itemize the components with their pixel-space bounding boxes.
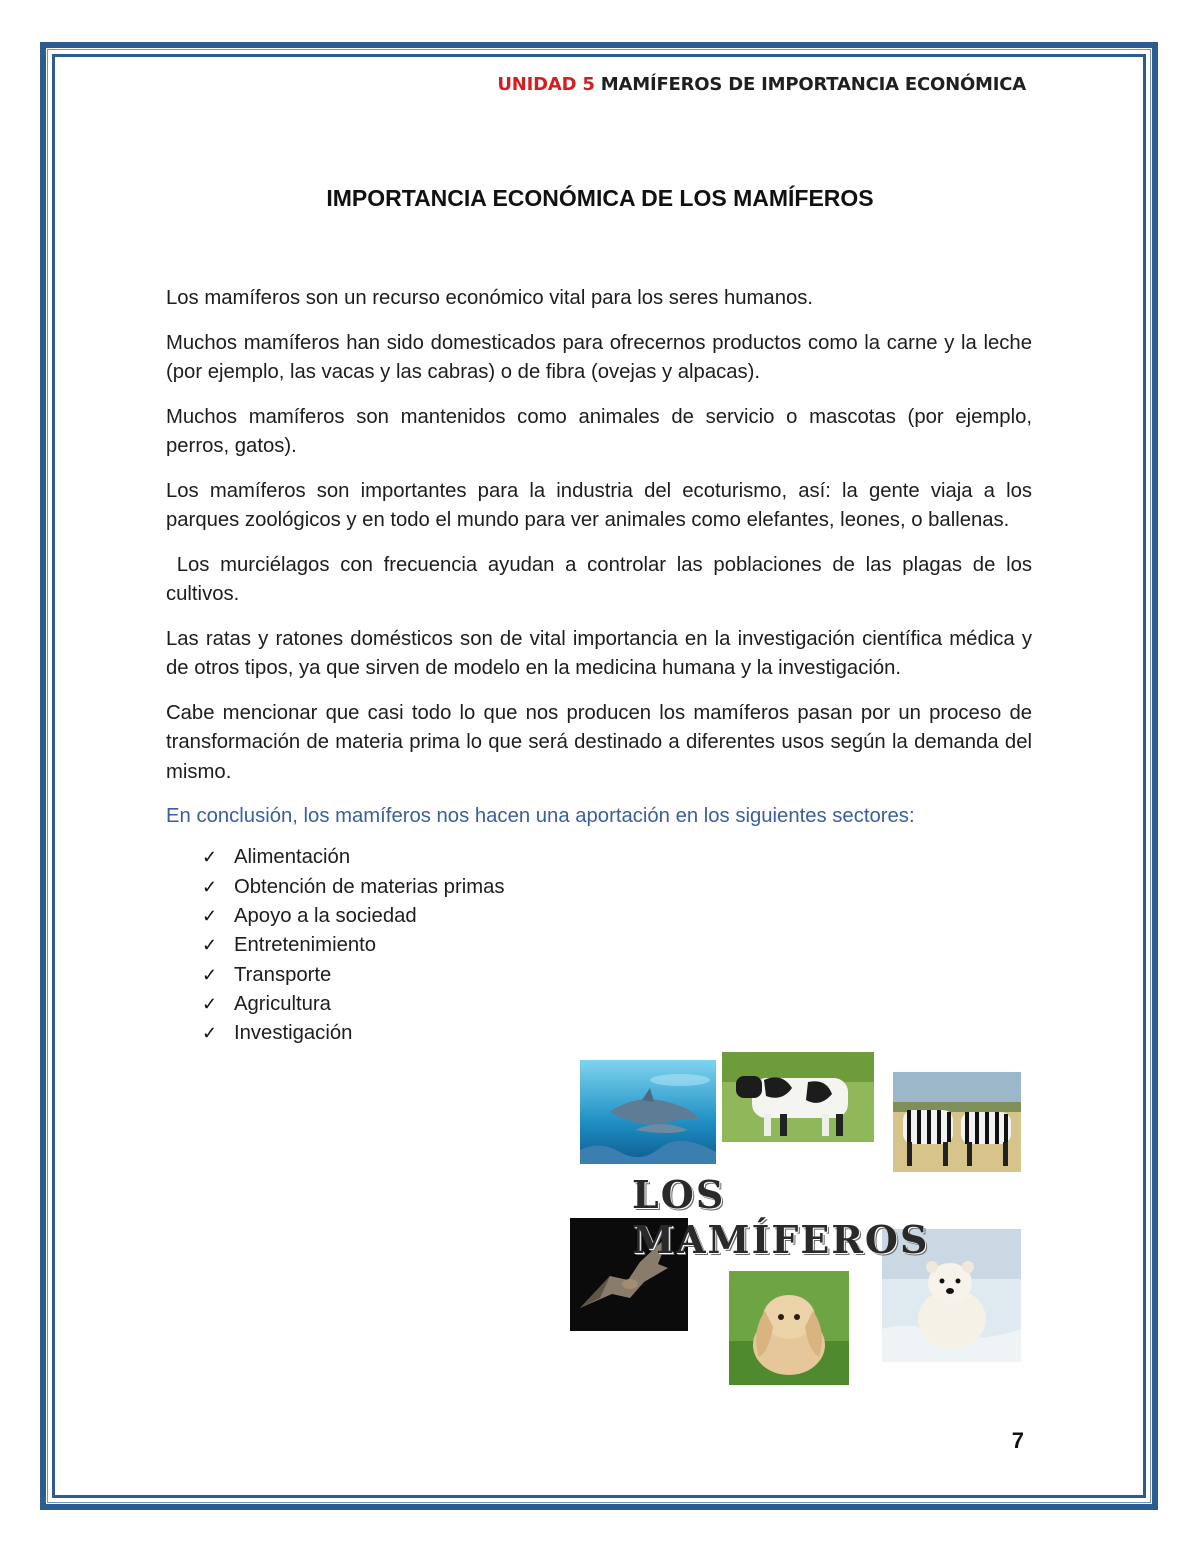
list-item [202, 902, 1032, 931]
checkmark-icon: ✓ [202, 847, 218, 868]
running-header [497, 74, 1026, 95]
sector-label: Transporte [234, 963, 332, 986]
sector-label: Entretenimiento [234, 934, 377, 957]
sectors-checklist [202, 844, 1032, 1049]
checkmark-icon: ✓ [202, 1023, 218, 1044]
dolphins-photo [580, 1060, 716, 1164]
checkmark-icon: ✓ [202, 964, 218, 985]
paragraph: Los murciélagos con frecuencia ayudan a controlar las poblaciones de las plagas de los cultivos. [166, 553, 1038, 605]
zebras-photo [893, 1072, 1021, 1172]
list-item [202, 873, 1032, 902]
checkmark-icon: ✓ [202, 906, 218, 926]
sector-label: Alimentación [234, 846, 351, 869]
page-number: 7 [1011, 1428, 1024, 1453]
list-item [202, 1019, 1032, 1048]
body-text [166, 284, 1038, 1049]
paragraph: Las ratas y ratones domésticos son de vital importancia en la investigación científica médica y de otros tipos, ya que sirven de modelo en la medicina humana y la investigación. [166, 627, 1032, 679]
sector-label: Agricultura [234, 992, 331, 1015]
sector-label: Investigación [234, 1022, 353, 1045]
paragraph: Los mamíferos son importantes para la industria del ecoturismo, así: la gente viaja a los parques zoológicos y en todo el mundo para ver animales como elefantes, leones, o ballenas. [166, 479, 1032, 531]
paragraph: Muchos mamíferos son mantenidos como animales de servicio o mascotas (por ejemplo, perros, gatos). [166, 405, 1032, 457]
paragraph: Cabe mencionar que casi todo lo que nos producen los mamíferos pasan por un proceso de transformación de materia prima lo que será destinado a diferentes usos según la demanda del mismo. [166, 701, 1032, 783]
page-title: IMPORTANCIA ECONÓMICA DE LOS MAMÍFEROS [326, 185, 874, 211]
list-item [202, 990, 1032, 1019]
checkmark-icon: ✓ [202, 876, 218, 897]
list-item [202, 931, 1032, 960]
sector-label: Obtención de materias primas [234, 875, 505, 898]
conclusion-paragraph: En conclusión, los mamíferos nos hacen una aportación en los siguientes sectores: [166, 805, 915, 827]
unit-label: UNIDAD 5 [497, 74, 595, 95]
rabbit-photo [729, 1271, 849, 1385]
sector-label: Apoyo a la sociedad [234, 905, 417, 927]
list-item [202, 844, 1032, 873]
checkmark-icon: ✓ [202, 935, 218, 956]
paragraph: Muchos mamíferos han sido domesticados para ofrecernos productos como la carne y la leche (por ejemplo, las vacas y las cabras) o de fibra (ovejas y alpacas). [166, 331, 1032, 383]
paragraph: Los mamíferos son un recurso económico vital para los seres humanos. [166, 287, 814, 309]
checkmark-icon: ✓ [202, 993, 218, 1014]
collage-title: LOS MAMÍFEROS [632, 1172, 930, 1262]
unit-subject: MAMÍFEROS DE IMPORTANCIA ECONÓMICA [600, 74, 1026, 95]
list-item [202, 961, 1032, 990]
cow-photo [722, 1052, 874, 1142]
